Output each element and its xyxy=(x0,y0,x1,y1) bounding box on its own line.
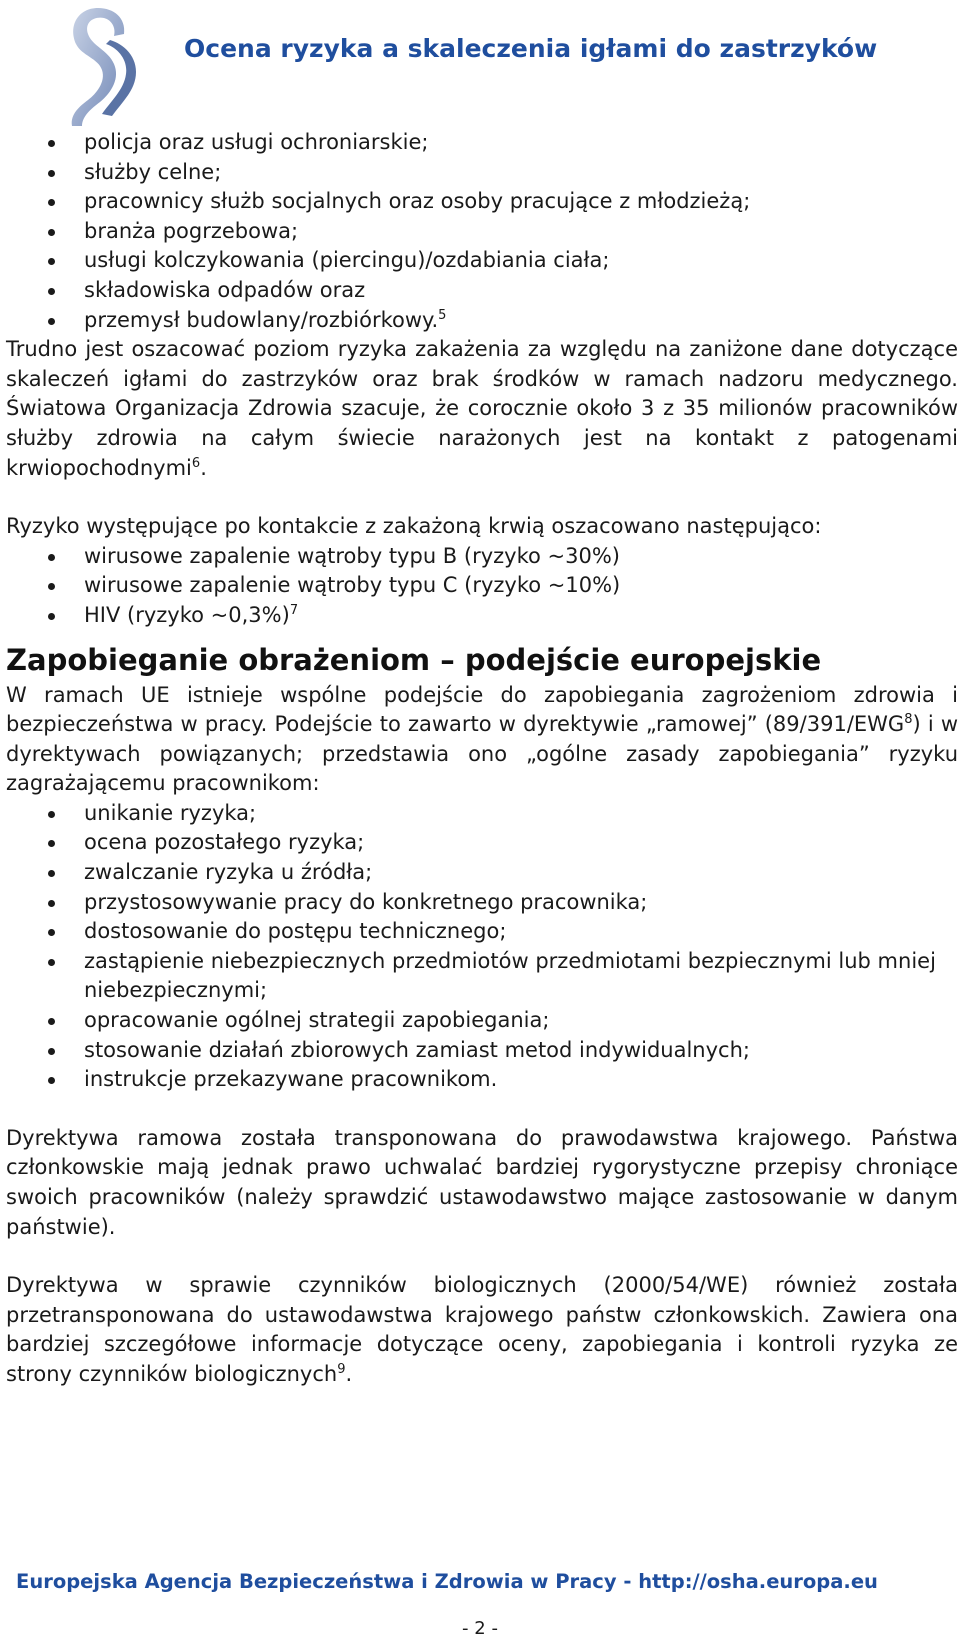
paragraph-end: . xyxy=(345,1361,353,1386)
list-item: dostosowanie do postępu technicznego; xyxy=(6,917,958,947)
list-item: wirusowe zapalenie wątroby typu C (ryzyko ~10%) xyxy=(6,571,958,601)
list-item xyxy=(6,306,958,336)
list-item: branża pogrzebowa; xyxy=(6,217,958,247)
footer-agency-link[interactable]: Europejska Agencja Bezpieczeństwa i Zdrowia w Pracy - http://osha.europa.eu xyxy=(16,1570,878,1593)
list-item: instrukcje przekazywane pracownikom. xyxy=(6,1065,958,1095)
list-item: unikanie ryzyka; xyxy=(6,799,958,829)
bullet-list-principles xyxy=(6,799,958,1095)
list-item: policja oraz usługi ochroniarskie; xyxy=(6,128,958,158)
spacer xyxy=(6,1242,958,1271)
paragraph-text: Trudno jest oszacować poziom ryzyka zakażenia za względu na zaniżone dane dotyczące skaleczeń igłami do zastrzyków oraz brak środków w ramach nadzoru medycznego. Światowa Organizacja Zdrowia szacuje, że corocznie około 3 z 35 milionów pracowników służby zdrowia na całym świecie narażonych jest na kontakt z patogenami krwiopochodnymi xyxy=(6,337,958,480)
paragraph-text: W ramach UE istnieje wspólne podejście do zapobiegania zagrożeniom zdrowia i bezpieczeństwa w pracy. Podejście to zawarto w dyrektywie „ramowej” (89/391/EWG xyxy=(6,682,958,737)
eu-osha-logo-icon xyxy=(58,4,140,130)
list-item xyxy=(6,601,958,631)
document-title: Ocena ryzyka a skaleczenia igłami do zastrzyków xyxy=(184,34,878,63)
list-item: opracowanie ogólnej strategii zapobiegania; xyxy=(6,1006,958,1036)
list-item: ocena pozostałego ryzyka; xyxy=(6,828,958,858)
paragraph-text: ) i w dyrektywach powiązanych; przedstawia ono „ogólne zasady zapobiegania” ryzyku zagrażającemu pracownikom: xyxy=(6,712,958,796)
list-item-text: przemysł budowlany/rozbiórkowy. xyxy=(84,307,439,332)
list-item: usługi kolczykowania (piercingu)/ozdabiania ciała; xyxy=(6,246,958,276)
footnote-ref[interactable]: 5 xyxy=(438,307,447,323)
list-item: zwalczanie ryzyka u źródła; xyxy=(6,858,958,888)
list-item: stosowanie działań zbiorowych zamiast metod indywidualnych; xyxy=(6,1036,958,1066)
list-item: służby celne; xyxy=(6,158,958,188)
footnote-ref[interactable]: 9 xyxy=(337,1361,346,1377)
paragraph: Ryzyko występujące po kontakcie z zakażoną krwią oszacowano następująco: xyxy=(6,514,822,539)
paragraph xyxy=(6,1271,958,1389)
spacer xyxy=(6,1095,958,1124)
paragraph xyxy=(6,335,958,483)
list-item: zastąpienie niebezpiecznych przedmiotów przedmiotami bezpiecznymi lub mniej niebezpiecznymi; xyxy=(6,947,958,1006)
paragraph-end: . xyxy=(200,455,207,480)
footnote-ref[interactable]: 7 xyxy=(289,602,299,618)
footnote-ref[interactable]: 6 xyxy=(191,455,201,471)
spacer xyxy=(6,483,958,512)
list-item: pracownicy służb socjalnych oraz osoby pracujące z młodzieżą; xyxy=(6,187,958,217)
document-body xyxy=(6,128,958,1390)
bullet-list-sectors xyxy=(6,128,958,335)
paragraph: Dyrektywa ramowa została transponowana do prawodawstwa krajowego. Państwa członkowskie mają jednak prawo uchwalać bardziej rygorystyczne przepisy chroniące swoich pracowników (należy sprawdzić ustawodawstwo mające zastosowanie w danym państwie). xyxy=(6,1125,958,1239)
bullet-list-risks xyxy=(6,542,958,631)
page-number: - 2 - xyxy=(462,1618,498,1639)
footnote-ref[interactable]: 8 xyxy=(904,712,913,728)
list-item: przystosowywanie pracy do konkretnego pracownika; xyxy=(6,888,958,918)
paragraph-text: Dyrektywa w sprawie czynników biologicznych (2000/54/WE) również została przetransponowana do ustawodawstwa krajowego państw członkowskich. Zawiera ona bardziej szczegółowe informacje dotyczące oceny, zapobiegania i kontroli ryzyka ze strony czynników biologicznych xyxy=(6,1273,958,1386)
list-item: wirusowe zapalenie wątroby typu B (ryzyko ~30%) xyxy=(6,542,958,572)
paragraph xyxy=(6,681,958,799)
list-item-text: HIV (ryzyko ~0,3%) xyxy=(84,602,290,627)
list-item: składowiska odpadów oraz xyxy=(6,276,958,306)
section-heading: Zapobieganie obrażeniom – podejście europejskie xyxy=(6,642,822,677)
